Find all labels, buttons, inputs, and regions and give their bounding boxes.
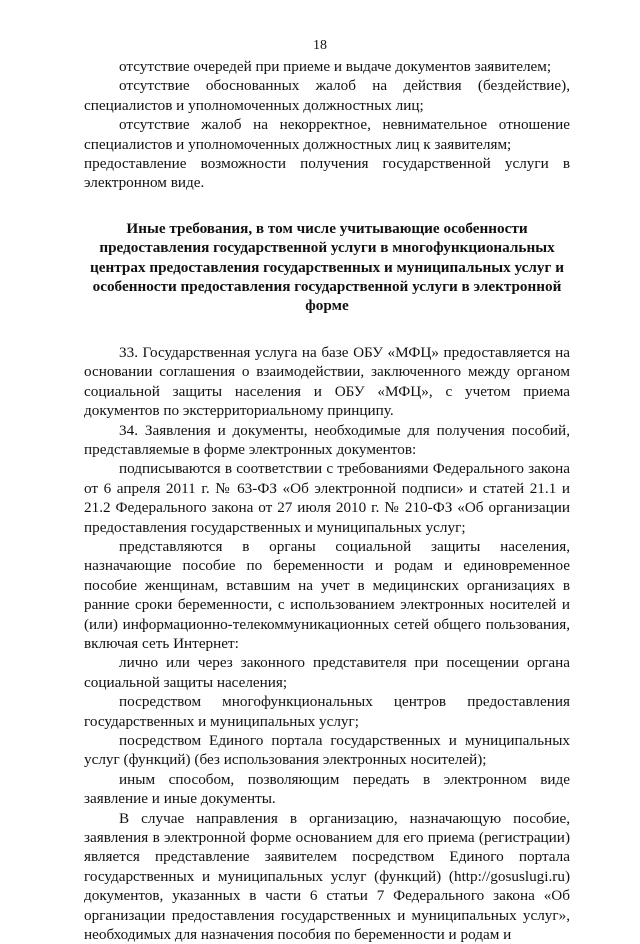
paragraph-no-queues: отсутствие очередей при приеме и выдаче документов заявителем;	[119, 58, 552, 75]
paragraph-electronic-access: предоставление возможности получения государственной услуги в электронном виде.	[84, 155, 570, 192]
paragraph-in-person: лично или через законного представителя при посещении органа социальной защиты населения;	[84, 654, 570, 691]
paragraph-signed: подписываются в соответствии с требованиями Федерального закона от 6 апреля 2011 г. № 63-ФЗ «Об электронной подписи» и статей 21.1 и 21.2 Федерального закона от 27 июля 2010 г. № 210-ФЗ «Об организации предоставления государственных и муниципальных услуг;	[84, 460, 570, 536]
section-heading: Иные требования, в том числе учитывающие особенности предоставления государственной услуги в многофункциональных центрах предоставления государственных и муниципальных услуг и особенности предоставления государственной услуги в электронной форме	[90, 219, 564, 315]
paragraph-34: 34. Заявления и документы, необходимые для получения пособий, представляемые в форме электронных документов:	[84, 421, 570, 458]
paragraph-no-incorrect-attitude: отсутствие жалоб на некорректное, невнимательное отношение специалистов и уполномоченных должностных лиц к заявителям;	[84, 116, 570, 153]
paragraph-submitted: представляются в органы социальной защиты населения, назначающие пособие по беременности и родам и единовременное пособие женщинам, вставшим на учет в медицинских организациях в ранние сроки беременности, с использованием электронных носителей и (или) информационно-телекоммуникационных сетей общего пользования, включая сеть Интернет:	[84, 537, 570, 652]
paragraph-via-mfc: посредством многофункциональных центров предоставления государственных и муниципальных услуг;	[84, 693, 570, 730]
paragraph-electronic-application: В случае направления в организацию, назначающую пособие, заявления в электронной форме основанием для его приема (регистрации) является представление заявителем посредством Единого портала государственных и муниципальных услуг (функций) (http://gosuslugi.ru) документов, указанных в части 6 статьи 7 Федерального закона «Об организации предоставления государственных и муниципальных услуг», необходимых для назначения пособия по беременности и родам и	[84, 809, 570, 944]
paragraph-other-method: иным способом, позволяющим передать в электронном виде заявление и иные документы.	[84, 770, 570, 808]
page-number: 18	[313, 38, 327, 53]
paragraph-via-portal: посредством Единого портала государственных и муниципальных услуг (функций) (без использования электронных носителей);	[84, 732, 570, 769]
page-content	[84, 57, 570, 944]
paragraph-33: 33. Государственная услуга на базе ОБУ «МФЦ» предоставляется на основании соглашения о взаимодействии, заключенного между органом социальной защиты населения и ОБУ «МФЦ», с учетом приема документов по экстерриториальному принципу.	[84, 343, 570, 420]
paragraph-no-complaints: отсутствие обоснованных жалоб на действия (бездействие), специалистов и уполномоченных должностных лиц;	[84, 77, 570, 114]
